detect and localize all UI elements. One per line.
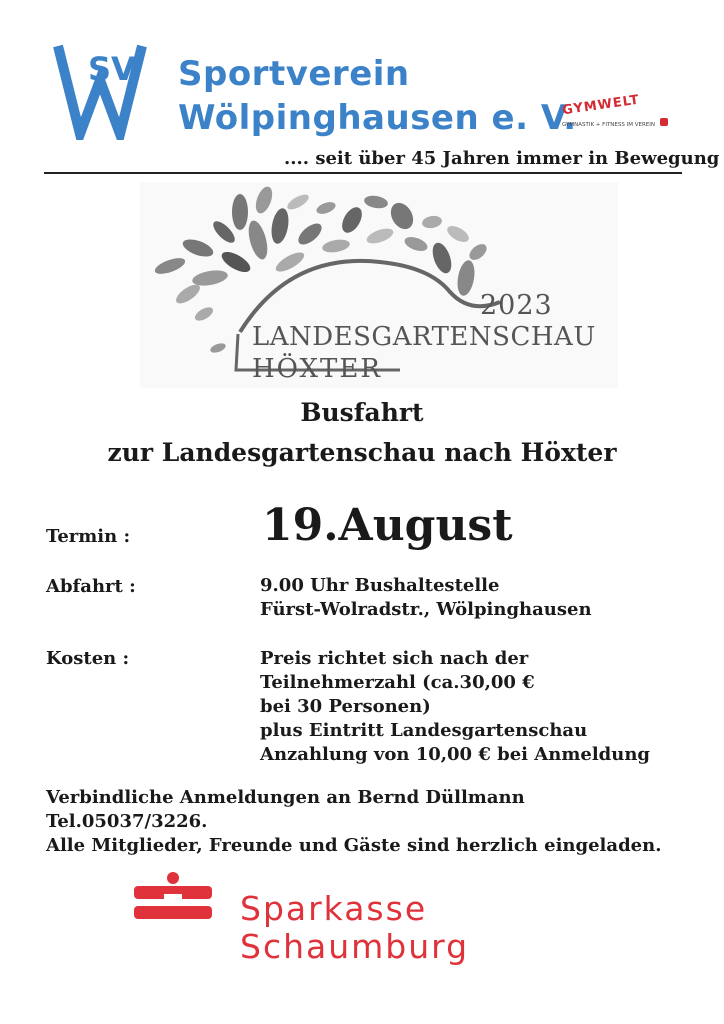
gymwelt-emblem-icon: [660, 118, 668, 126]
event-logo-year: 2023: [480, 290, 553, 321]
abfahrt-value: [260, 574, 592, 622]
kosten-line: bei 30 Personen): [260, 696, 431, 717]
club-name-line1: Sportverein: [178, 54, 410, 94]
club-tagline: .... seit über 45 Jahren immer in Bewegung: [284, 148, 720, 169]
registration-info: [46, 786, 661, 858]
invitation-line: Alle Mitglieder, Freunde und Gäste sind herzlich eingeladen.: [46, 835, 662, 856]
sponsor-line2: Schaumburg: [240, 927, 470, 966]
termin-label: Termin :: [46, 526, 131, 547]
registration-contact: Verbindliche Anmeldungen an Bernd Düllmann: [46, 787, 525, 808]
kosten-line: Anzahlung von 10,00 € bei Anmeldung: [260, 744, 651, 765]
abfahrt-line: 9.00 Uhr Bushaltestelle: [260, 575, 500, 596]
club-name-line2: Wölpinghausen e. V.: [178, 98, 577, 138]
termin-value: 19.August: [262, 500, 513, 551]
gymwelt-sub: GYMNASTIK + FITNESS IM VEREIN: [562, 122, 656, 128]
header-divider: [44, 172, 682, 174]
gymwelt-brand: GYMWELT: [561, 92, 641, 119]
sponsor-name: [240, 890, 469, 966]
event-subtitle: zur Landesgartenschau nach Höxter: [107, 438, 617, 467]
abfahrt-line: Fürst-Wolradstr., Wölpinghausen: [260, 599, 592, 620]
logo-letters: SV: [88, 50, 136, 88]
abfahrt-label: Abfahrt :: [46, 576, 136, 597]
event-logo-city: HÖXTER: [252, 354, 382, 384]
svw-logo: [52, 40, 172, 140]
landesgartenschau-logo: [140, 182, 618, 388]
kosten-line: plus Eintritt Landesgartenschau: [260, 720, 588, 741]
registration-phone: Tel.05037/3226.: [46, 811, 208, 832]
event-logo-name: LANDESGARTENSCHAU: [252, 322, 596, 352]
kosten-line: Teilnehmerzahl (ca.30,00 €: [260, 672, 535, 693]
sparkasse-s-icon: [134, 872, 212, 924]
kosten-line: Preis richtet sich nach der: [260, 648, 529, 669]
club-name: [178, 52, 577, 140]
gymwelt-logo: [556, 92, 676, 138]
kosten-value: [260, 647, 650, 767]
event-title: Busfahrt: [300, 398, 424, 427]
kosten-label: Kosten :: [46, 648, 130, 669]
sponsor-line1: Sparkasse: [240, 889, 428, 928]
